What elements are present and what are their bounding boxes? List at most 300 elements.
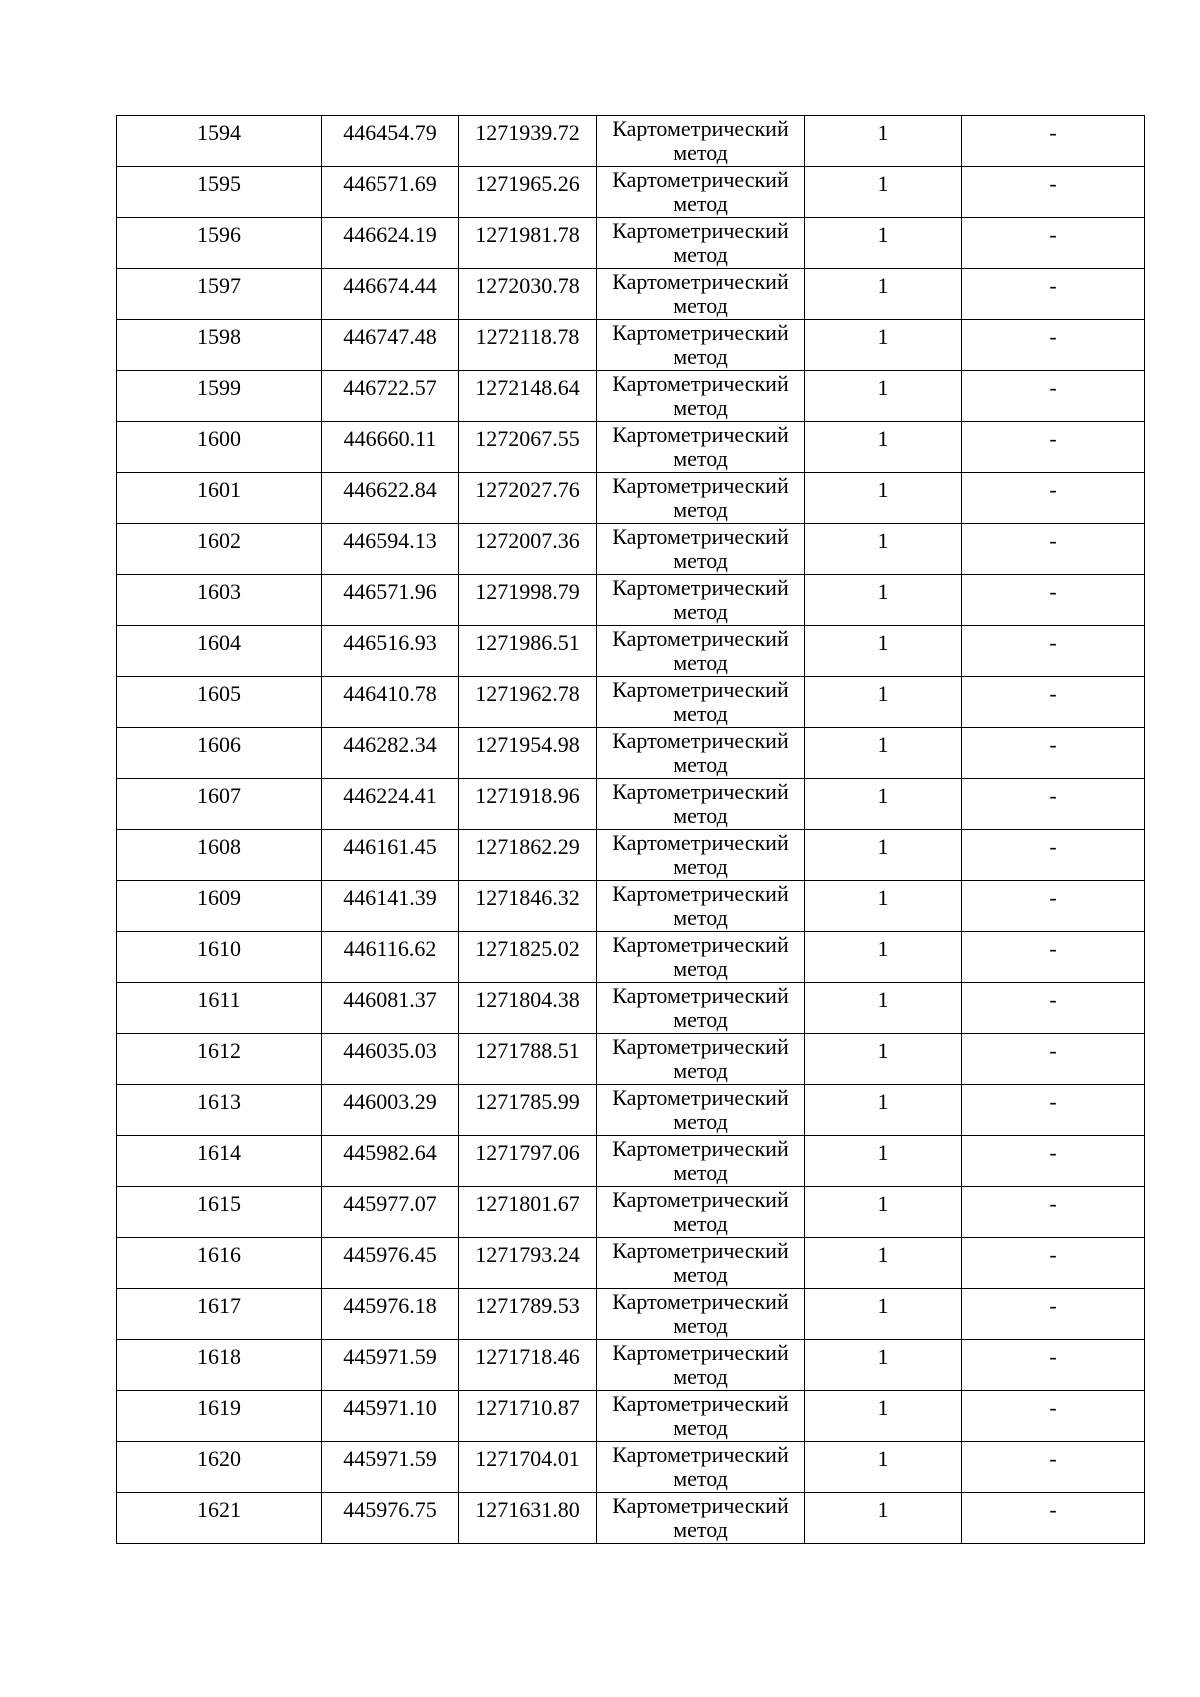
accuracy-text: 1 xyxy=(877,222,889,247)
accuracy-cell xyxy=(805,1238,962,1289)
y-coordinate-cell xyxy=(459,1442,597,1493)
note-text: - xyxy=(1049,681,1057,706)
method-text-line1: Картометрический xyxy=(612,1493,789,1518)
method-cell xyxy=(597,1289,805,1340)
point-number-cell xyxy=(117,167,322,218)
method-text-line1: Картометрический xyxy=(612,677,789,702)
method-text-line2: метод xyxy=(673,1262,728,1287)
method-cell xyxy=(597,881,805,932)
point-number-cell xyxy=(117,1340,322,1391)
point-number-cell xyxy=(117,1187,322,1238)
x-coordinate-text: 446674.44 xyxy=(343,273,437,298)
point-number-cell xyxy=(117,575,322,626)
accuracy-text: 1 xyxy=(877,528,889,553)
method-cell xyxy=(597,320,805,371)
method-text-line2: метод xyxy=(673,242,728,267)
point-number-cell xyxy=(117,1238,322,1289)
table-row xyxy=(117,830,1145,881)
table-row xyxy=(117,320,1145,371)
accuracy-cell xyxy=(805,575,962,626)
y-coordinate-cell xyxy=(459,830,597,881)
method-text-line2: метод xyxy=(673,956,728,981)
x-coordinate-cell xyxy=(322,881,459,932)
y-coordinate-cell xyxy=(459,881,597,932)
method-cell xyxy=(597,932,805,983)
accuracy-text: 1 xyxy=(877,1191,889,1216)
method-cell xyxy=(597,575,805,626)
note-cell xyxy=(962,779,1145,830)
accuracy-text: 1 xyxy=(877,579,889,604)
x-coordinate-cell xyxy=(322,983,459,1034)
x-coordinate-cell xyxy=(322,473,459,524)
y-coordinate-text: 1272007.36 xyxy=(475,528,580,553)
x-coordinate-text: 446141.39 xyxy=(343,885,437,910)
x-coordinate-text: 446622.84 xyxy=(343,477,437,502)
note-cell xyxy=(962,983,1145,1034)
accuracy-text: 1 xyxy=(877,1140,889,1165)
x-coordinate-text: 446594.13 xyxy=(343,528,437,553)
point-number-cell xyxy=(117,983,322,1034)
point-number-cell xyxy=(117,1493,322,1544)
x-coordinate-cell xyxy=(322,524,459,575)
point-number-text: 1611 xyxy=(197,987,241,1012)
x-coordinate-text: 445976.18 xyxy=(343,1293,437,1318)
y-coordinate-text: 1271962.78 xyxy=(475,681,580,706)
y-coordinate-text: 1271797.06 xyxy=(475,1140,580,1165)
y-coordinate-text: 1271801.67 xyxy=(475,1191,580,1216)
note-text: - xyxy=(1049,630,1057,655)
method-text-line2: метод xyxy=(673,1160,728,1185)
x-coordinate-text: 445976.75 xyxy=(343,1497,437,1522)
x-coordinate-text: 446660.11 xyxy=(343,426,437,451)
y-coordinate-text: 1271710.87 xyxy=(475,1395,580,1420)
method-text-line2: метод xyxy=(673,497,728,522)
y-coordinate-text: 1272027.76 xyxy=(475,477,580,502)
note-cell xyxy=(962,371,1145,422)
note-text: - xyxy=(1049,732,1057,757)
table-row xyxy=(117,881,1145,932)
accuracy-cell xyxy=(805,1340,962,1391)
point-number-text: 1613 xyxy=(197,1089,241,1114)
table-row xyxy=(117,575,1145,626)
y-coordinate-cell xyxy=(459,728,597,779)
accuracy-cell xyxy=(805,779,962,830)
method-text-line1: Картометрический xyxy=(612,167,789,192)
x-coordinate-text: 445982.64 xyxy=(343,1140,437,1165)
method-text-line2: метод xyxy=(673,344,728,369)
x-coordinate-text: 445971.59 xyxy=(343,1344,437,1369)
method-cell xyxy=(597,473,805,524)
accuracy-cell xyxy=(805,1136,962,1187)
table-row xyxy=(117,677,1145,728)
x-coordinate-text: 446035.03 xyxy=(343,1038,437,1063)
method-text-line1: Картометрический xyxy=(612,422,789,447)
y-coordinate-text: 1272030.78 xyxy=(475,273,580,298)
note-text: - xyxy=(1049,1497,1057,1522)
x-coordinate-text: 446081.37 xyxy=(343,987,437,1012)
method-text-line1: Картометрический xyxy=(612,728,789,753)
method-text-line2: метод xyxy=(673,548,728,573)
note-cell xyxy=(962,1238,1145,1289)
accuracy-cell xyxy=(805,728,962,779)
table-row xyxy=(117,473,1145,524)
method-cell xyxy=(597,422,805,473)
table-row xyxy=(117,1085,1145,1136)
method-text-line1: Картометрический xyxy=(612,116,789,141)
point-number-text: 1616 xyxy=(197,1242,241,1267)
method-text-line1: Картометрический xyxy=(612,1238,789,1263)
accuracy-cell xyxy=(805,881,962,932)
x-coordinate-cell xyxy=(322,626,459,677)
point-number-cell xyxy=(117,1085,322,1136)
method-cell xyxy=(597,524,805,575)
y-coordinate-cell xyxy=(459,1493,597,1544)
note-text: - xyxy=(1049,1293,1057,1318)
accuracy-cell xyxy=(805,320,962,371)
y-coordinate-text: 1271846.32 xyxy=(475,885,580,910)
accuracy-text: 1 xyxy=(877,1242,889,1267)
table-row xyxy=(117,269,1145,320)
accuracy-text: 1 xyxy=(877,1395,889,1420)
note-text: - xyxy=(1049,783,1057,808)
accuracy-text: 1 xyxy=(877,885,889,910)
method-cell xyxy=(597,677,805,728)
table-row xyxy=(117,422,1145,473)
method-cell xyxy=(597,626,805,677)
accuracy-text: 1 xyxy=(877,1293,889,1318)
method-text-line2: метод xyxy=(673,191,728,216)
point-number-text: 1608 xyxy=(197,834,241,859)
note-text: - xyxy=(1049,375,1057,400)
table-row xyxy=(117,218,1145,269)
method-text-line2: метод xyxy=(673,854,728,879)
accuracy-cell xyxy=(805,1493,962,1544)
y-coordinate-text: 1271965.26 xyxy=(475,171,580,196)
point-number-cell xyxy=(117,218,322,269)
note-text: - xyxy=(1049,885,1057,910)
method-text-line2: метод xyxy=(673,1517,728,1542)
x-coordinate-cell xyxy=(322,779,459,830)
table-row xyxy=(117,1238,1145,1289)
y-coordinate-cell xyxy=(459,524,597,575)
y-coordinate-text: 1271998.79 xyxy=(475,579,580,604)
x-coordinate-cell xyxy=(322,218,459,269)
accuracy-cell xyxy=(805,167,962,218)
point-number-cell xyxy=(117,1289,322,1340)
x-coordinate-cell xyxy=(322,1085,459,1136)
x-coordinate-text: 446516.93 xyxy=(343,630,437,655)
note-cell xyxy=(962,167,1145,218)
method-text-line1: Картометрический xyxy=(612,320,789,345)
table-row xyxy=(117,932,1145,983)
method-cell xyxy=(597,1034,805,1085)
y-coordinate-cell xyxy=(459,1238,597,1289)
note-cell xyxy=(962,1391,1145,1442)
method-text-line2: метод xyxy=(673,905,728,930)
table-row xyxy=(117,1493,1145,1544)
x-coordinate-text: 445971.59 xyxy=(343,1446,437,1471)
x-coordinate-cell xyxy=(322,371,459,422)
x-coordinate-text: 445977.07 xyxy=(343,1191,437,1216)
method-text-line1: Картометрический xyxy=(612,1442,789,1467)
x-coordinate-cell xyxy=(322,167,459,218)
x-coordinate-cell xyxy=(322,1340,459,1391)
point-number-cell xyxy=(117,881,322,932)
method-text-line1: Картометрический xyxy=(612,1289,789,1314)
point-number-text: 1598 xyxy=(197,324,241,349)
x-coordinate-text: 446747.48 xyxy=(343,324,437,349)
point-number-text: 1618 xyxy=(197,1344,241,1369)
method-text-line1: Картометрический xyxy=(612,1187,789,1212)
note-cell xyxy=(962,626,1145,677)
note-cell xyxy=(962,116,1145,167)
method-cell xyxy=(597,116,805,167)
point-number-cell xyxy=(117,1034,322,1085)
table-row xyxy=(117,728,1145,779)
note-cell xyxy=(962,422,1145,473)
method-text-line2: метод xyxy=(673,1211,728,1236)
method-cell xyxy=(597,167,805,218)
y-coordinate-cell xyxy=(459,626,597,677)
method-text-line1: Картометрический xyxy=(612,1085,789,1110)
y-coordinate-cell xyxy=(459,1085,597,1136)
point-number-text: 1619 xyxy=(197,1395,241,1420)
point-number-text: 1612 xyxy=(197,1038,241,1063)
note-text: - xyxy=(1049,426,1057,451)
y-coordinate-cell xyxy=(459,218,597,269)
y-coordinate-text: 1271804.38 xyxy=(475,987,580,1012)
point-number-cell xyxy=(117,116,322,167)
x-coordinate-text: 446571.96 xyxy=(343,579,437,604)
method-cell xyxy=(597,728,805,779)
table-row xyxy=(117,1340,1145,1391)
point-number-cell xyxy=(117,524,322,575)
x-coordinate-text: 446161.45 xyxy=(343,834,437,859)
method-cell xyxy=(597,1442,805,1493)
x-coordinate-text: 446116.62 xyxy=(343,936,437,961)
table-row xyxy=(117,779,1145,830)
x-coordinate-text: 445976.45 xyxy=(343,1242,437,1267)
x-coordinate-cell xyxy=(322,320,459,371)
point-number-cell xyxy=(117,728,322,779)
accuracy-cell xyxy=(805,422,962,473)
method-text-line2: метод xyxy=(673,1007,728,1032)
x-coordinate-cell xyxy=(322,1238,459,1289)
accuracy-cell xyxy=(805,524,962,575)
method-text-line1: Картометрический xyxy=(612,932,789,957)
accuracy-cell xyxy=(805,932,962,983)
method-text-line2: метод xyxy=(673,446,728,471)
accuracy-cell xyxy=(805,830,962,881)
method-text-line2: метод xyxy=(673,650,728,675)
y-coordinate-text: 1271825.02 xyxy=(475,936,580,961)
note-text: - xyxy=(1049,273,1057,298)
method-text-line2: метод xyxy=(673,293,728,318)
x-coordinate-cell xyxy=(322,932,459,983)
x-coordinate-cell xyxy=(322,677,459,728)
x-coordinate-cell xyxy=(322,1442,459,1493)
y-coordinate-cell xyxy=(459,371,597,422)
point-number-text: 1595 xyxy=(197,171,241,196)
method-text-line1: Картометрический xyxy=(612,1340,789,1365)
method-text-line2: метод xyxy=(673,1364,728,1389)
method-text-line1: Картометрический xyxy=(612,983,789,1008)
y-coordinate-text: 1271788.51 xyxy=(475,1038,580,1063)
point-number-text: 1597 xyxy=(197,273,241,298)
point-number-text: 1603 xyxy=(197,579,241,604)
coordinates-table-body xyxy=(117,116,1145,1544)
accuracy-cell xyxy=(805,1034,962,1085)
method-text-line1: Картометрический xyxy=(612,473,789,498)
y-coordinate-cell xyxy=(459,575,597,626)
point-number-text: 1615 xyxy=(197,1191,241,1216)
method-text-line1: Картометрический xyxy=(612,1136,789,1161)
x-coordinate-cell xyxy=(322,830,459,881)
point-number-text: 1594 xyxy=(197,120,241,145)
accuracy-text: 1 xyxy=(877,1497,889,1522)
y-coordinate-text: 1271785.99 xyxy=(475,1089,580,1114)
accuracy-cell xyxy=(805,116,962,167)
accuracy-cell xyxy=(805,1391,962,1442)
x-coordinate-text: 445971.10 xyxy=(343,1395,437,1420)
y-coordinate-cell xyxy=(459,320,597,371)
note-text: - xyxy=(1049,1191,1057,1216)
x-coordinate-text: 446624.19 xyxy=(343,222,437,247)
accuracy-text: 1 xyxy=(877,834,889,859)
note-text: - xyxy=(1049,171,1057,196)
method-text-line2: метод xyxy=(673,1313,728,1338)
y-coordinate-text: 1271793.24 xyxy=(475,1242,580,1267)
x-coordinate-cell xyxy=(322,1493,459,1544)
method-cell xyxy=(597,1238,805,1289)
point-number-cell xyxy=(117,677,322,728)
y-coordinate-text: 1271939.72 xyxy=(475,120,580,145)
point-number-cell xyxy=(117,626,322,677)
method-text-line2: метод xyxy=(673,803,728,828)
accuracy-text: 1 xyxy=(877,120,889,145)
accuracy-cell xyxy=(805,218,962,269)
x-coordinate-cell xyxy=(322,1289,459,1340)
table-row xyxy=(117,1289,1145,1340)
x-coordinate-text: 446282.34 xyxy=(343,732,437,757)
method-cell xyxy=(597,1187,805,1238)
note-text: - xyxy=(1049,324,1057,349)
method-text-line2: метод xyxy=(673,752,728,777)
note-text: - xyxy=(1049,1038,1057,1063)
note-text: - xyxy=(1049,528,1057,553)
accuracy-text: 1 xyxy=(877,477,889,502)
note-cell xyxy=(962,218,1145,269)
accuracy-cell xyxy=(805,1085,962,1136)
point-number-cell xyxy=(117,932,322,983)
x-coordinate-text: 446224.41 xyxy=(343,783,437,808)
x-coordinate-cell xyxy=(322,422,459,473)
y-coordinate-text: 1271631.80 xyxy=(475,1497,580,1522)
method-text-line1: Картометрический xyxy=(612,524,789,549)
method-cell xyxy=(597,269,805,320)
accuracy-cell xyxy=(805,473,962,524)
method-cell xyxy=(597,779,805,830)
y-coordinate-cell xyxy=(459,932,597,983)
point-number-cell xyxy=(117,320,322,371)
accuracy-text: 1 xyxy=(877,987,889,1012)
note-cell xyxy=(962,932,1145,983)
x-coordinate-text: 446722.57 xyxy=(343,375,437,400)
method-text-line1: Картометрический xyxy=(612,1391,789,1416)
method-text-line2: метод xyxy=(673,1058,728,1083)
note-text: - xyxy=(1049,1395,1057,1420)
y-coordinate-cell xyxy=(459,779,597,830)
note-cell xyxy=(962,1442,1145,1493)
y-coordinate-cell xyxy=(459,1340,597,1391)
x-coordinate-cell xyxy=(322,1187,459,1238)
point-number-cell xyxy=(117,1391,322,1442)
y-coordinate-cell xyxy=(459,422,597,473)
method-text-line1: Картометрический xyxy=(612,371,789,396)
coordinates-table xyxy=(116,115,1145,1544)
accuracy-cell xyxy=(805,626,962,677)
y-coordinate-cell xyxy=(459,677,597,728)
point-number-cell xyxy=(117,779,322,830)
note-text: - xyxy=(1049,936,1057,961)
method-text-line1: Картометрический xyxy=(612,218,789,243)
accuracy-cell xyxy=(805,1187,962,1238)
table-row xyxy=(117,983,1145,1034)
y-coordinate-cell xyxy=(459,1289,597,1340)
point-number-text: 1607 xyxy=(197,783,241,808)
accuracy-text: 1 xyxy=(877,681,889,706)
y-coordinate-cell xyxy=(459,1391,597,1442)
point-number-text: 1604 xyxy=(197,630,241,655)
note-cell xyxy=(962,269,1145,320)
note-cell xyxy=(962,524,1145,575)
point-number-text: 1621 xyxy=(197,1497,241,1522)
y-coordinate-cell xyxy=(459,116,597,167)
point-number-cell xyxy=(117,830,322,881)
y-coordinate-cell xyxy=(459,473,597,524)
method-text-line2: метод xyxy=(673,1109,728,1134)
note-cell xyxy=(962,320,1145,371)
x-coordinate-cell xyxy=(322,1034,459,1085)
accuracy-text: 1 xyxy=(877,273,889,298)
note-text: - xyxy=(1049,120,1057,145)
note-text: - xyxy=(1049,987,1057,1012)
point-number-text: 1614 xyxy=(197,1140,241,1165)
accuracy-text: 1 xyxy=(877,732,889,757)
table-row xyxy=(117,167,1145,218)
method-text-line1: Картометрический xyxy=(612,626,789,651)
note-text: - xyxy=(1049,834,1057,859)
note-cell xyxy=(962,1340,1145,1391)
method-text-line1: Картометрический xyxy=(612,779,789,804)
y-coordinate-cell xyxy=(459,983,597,1034)
note-cell xyxy=(962,473,1145,524)
point-number-cell xyxy=(117,269,322,320)
x-coordinate-text: 446454.79 xyxy=(343,120,437,145)
point-number-text: 1605 xyxy=(197,681,241,706)
note-cell xyxy=(962,1085,1145,1136)
accuracy-text: 1 xyxy=(877,171,889,196)
note-cell xyxy=(962,830,1145,881)
point-number-text: 1599 xyxy=(197,375,241,400)
table-row xyxy=(117,1136,1145,1187)
note-cell xyxy=(962,728,1145,779)
y-coordinate-cell xyxy=(459,167,597,218)
accuracy-text: 1 xyxy=(877,1038,889,1063)
method-cell xyxy=(597,371,805,422)
note-cell xyxy=(962,1493,1145,1544)
y-coordinate-cell xyxy=(459,269,597,320)
